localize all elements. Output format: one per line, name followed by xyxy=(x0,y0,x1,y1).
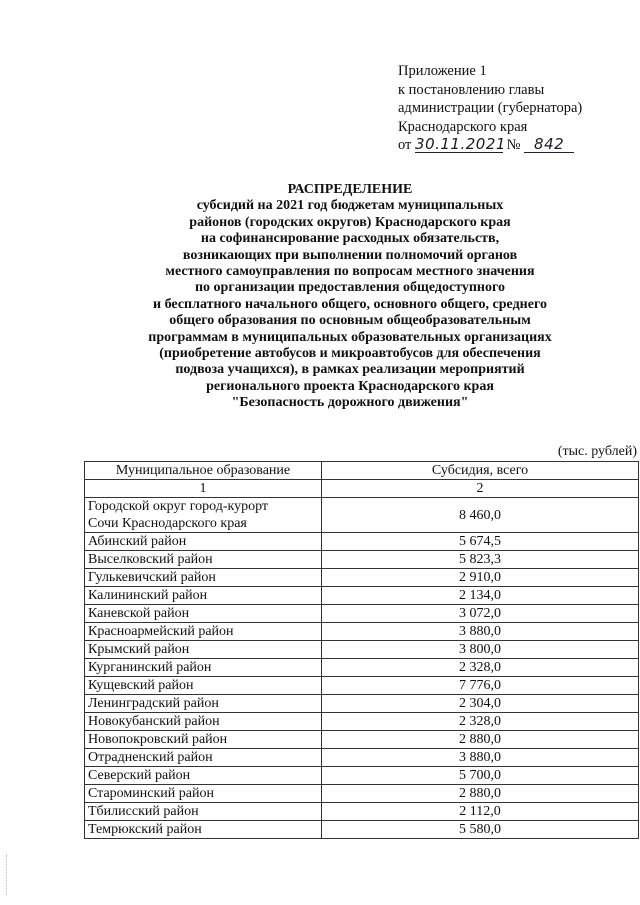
subsidy-cell: 5 823,3 xyxy=(322,551,639,569)
subsidy-cell: 5 580,0 xyxy=(322,821,639,839)
appendix-line: к постановлению главы xyxy=(398,81,545,98)
subsidy-table xyxy=(84,461,639,839)
title-line: подвоза учащихся), в рамках реализации мероприятий xyxy=(175,362,525,378)
table-row xyxy=(85,533,639,551)
table-row xyxy=(85,605,639,623)
title-line: субсидий на 2021 год бюджетам муниципальных xyxy=(196,198,504,214)
subsidy-cell: 2 328,0 xyxy=(322,713,639,731)
column-number: 1 xyxy=(85,480,322,498)
appendix-line: Приложение 1 xyxy=(398,63,487,79)
column-number: 2 xyxy=(322,480,639,498)
appendix-line: администрации (губернатора) xyxy=(398,100,583,116)
title-line: по организации предоставления общедоступного xyxy=(194,280,506,296)
municipality-cell: Калининский район xyxy=(85,587,322,605)
subsidy-cell: 2 112,0 xyxy=(322,803,639,821)
table-row xyxy=(85,498,639,533)
title-line: возникающих при выполнении полномочий органов xyxy=(182,247,518,263)
subsidy-cell: 7 776,0 xyxy=(322,677,639,695)
subsidy-cell: 2 328,0 xyxy=(322,659,639,677)
municipality-cell: Новопокровский район xyxy=(85,731,322,749)
table-row xyxy=(85,767,639,785)
subsidy-cell: 2 880,0 xyxy=(322,731,639,749)
title-heading: РАСПРЕДЕЛЕНИЕ xyxy=(287,182,413,197)
table-row xyxy=(85,587,639,605)
subsidy-cell: 8 460,0 xyxy=(322,498,639,533)
subsidy-cell: 3 800,0 xyxy=(322,641,639,659)
table-row xyxy=(85,785,639,803)
appendix-block xyxy=(398,62,582,155)
table-row xyxy=(85,551,639,569)
table-row xyxy=(85,731,639,749)
appendix-line: Краснодарского края xyxy=(398,118,528,135)
subsidy-cell: 3 880,0 xyxy=(322,749,639,767)
table-row xyxy=(85,569,639,587)
subsidy-cell: 2 304,0 xyxy=(322,695,639,713)
municipality-name-line: Сочи Краснодарского края xyxy=(88,516,247,531)
municipality-cell: Тбилисский район xyxy=(85,803,322,821)
municipality-cell: Выселковский район xyxy=(85,551,322,569)
scan-margin-mark xyxy=(6,855,9,895)
subsidy-cell: 3 072,0 xyxy=(322,605,639,623)
title-line: районов (городских округов) Краснодарского края xyxy=(189,214,511,230)
title-line: общего образования по основным общеобразовательным xyxy=(169,313,531,329)
municipality-cell xyxy=(85,498,322,533)
title-line: регионального проекта Краснодарского края xyxy=(206,378,494,394)
subsidy-cell: 2 880,0 xyxy=(322,785,639,803)
handwritten-date: 30.11.2021 xyxy=(415,135,506,153)
table-row xyxy=(85,821,639,839)
subsidy-cell: 2 910,0 xyxy=(322,569,639,587)
municipality-cell: Красноармейский район xyxy=(85,623,322,641)
table-row xyxy=(85,803,639,821)
table-row xyxy=(85,623,639,641)
units-label: (тыс. рублей) xyxy=(557,444,637,459)
table-row xyxy=(85,713,639,731)
table-header-row xyxy=(85,462,639,480)
table-row xyxy=(85,659,639,677)
title-line: программам в муниципальных образовательных организациях xyxy=(148,329,552,345)
municipality-cell: Курганинский район xyxy=(85,659,322,677)
municipality-name-line: Городской округ город-курорт xyxy=(88,499,269,514)
municipality-cell: Темрюкский район xyxy=(85,821,322,839)
column-header-subsidy: Субсидия, всего xyxy=(322,462,639,480)
column-header-municipality: Муниципальное образование xyxy=(85,462,322,480)
municipality-cell: Гулькевичский район xyxy=(85,569,322,587)
handwritten-number: 842 xyxy=(524,136,574,153)
municipality-cell: Крымский район xyxy=(85,641,322,659)
municipality-cell: Отрадненский район xyxy=(85,749,322,767)
municipality-cell: Северский район xyxy=(85,767,322,785)
municipality-cell: Кущевский район xyxy=(85,677,322,695)
document-title xyxy=(60,182,640,412)
municipality-cell: Новокубанский район xyxy=(85,713,322,731)
municipality-cell: Каневской район xyxy=(85,605,322,623)
table-row xyxy=(85,749,639,767)
title-line: (приобретение автобусов и микроавтобусов для обеспечения xyxy=(159,346,541,362)
number-label: № xyxy=(506,137,521,153)
municipality-cell: Абинский район xyxy=(85,533,322,551)
municipality-cell: Староминский район xyxy=(85,785,322,803)
title-line: на софинансирование расходных обязательств, xyxy=(200,231,500,247)
table-row xyxy=(85,641,639,659)
subsidy-cell: 5 674,5 xyxy=(322,533,639,551)
table-row xyxy=(85,695,639,713)
from-label: от xyxy=(398,137,412,153)
subsidy-cell: 2 134,0 xyxy=(322,587,639,605)
municipality-cell: Ленинградский район xyxy=(85,695,322,713)
title-line: "Безопасность дорожного движения" xyxy=(231,395,469,411)
title-line: и бесплатного начального общего, основного общего, среднего xyxy=(153,296,547,312)
subsidy-cell: 3 880,0 xyxy=(322,623,639,641)
appendix-date-line xyxy=(398,136,582,155)
title-line: местного самоуправления по вопросам местного значения xyxy=(165,264,535,280)
table-column-numbers-row xyxy=(85,480,639,498)
table-row xyxy=(85,677,639,695)
subsidy-cell: 5 700,0 xyxy=(322,767,639,785)
